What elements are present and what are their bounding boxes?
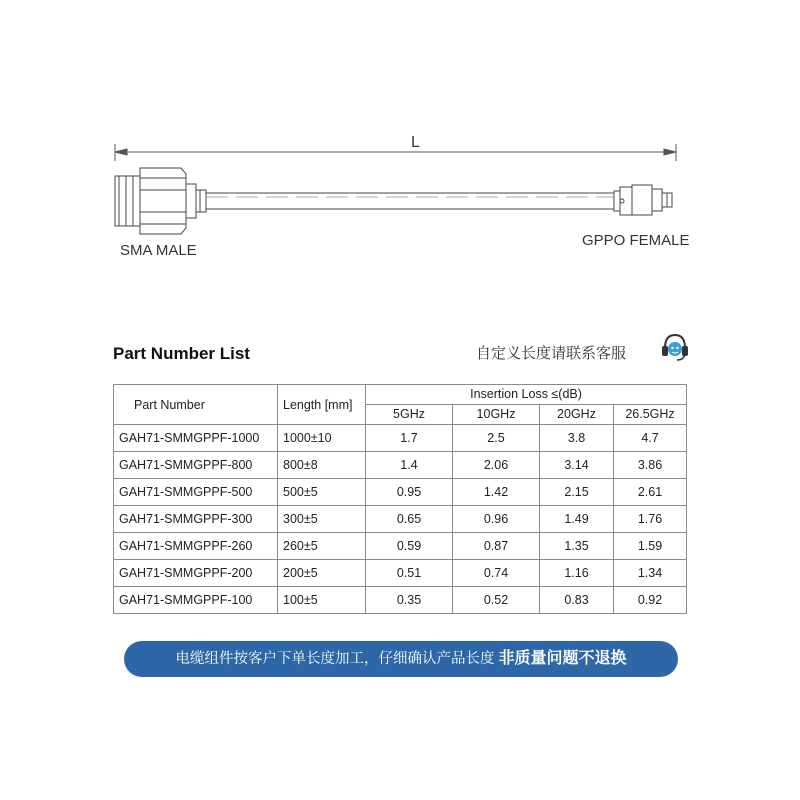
length-cell: 260±5 (278, 533, 366, 560)
header-freq: 26.5GHz (614, 405, 687, 425)
part-number-cell: GAH71-SMMGPPF-100 (114, 587, 278, 614)
header-length: Length [mm] (278, 385, 366, 425)
loss-cell: 2.61 (614, 479, 687, 506)
part-number-cell: GAH71-SMMGPPF-1000 (114, 425, 278, 452)
loss-cell: 1.59 (614, 533, 687, 560)
loss-cell: 1.49 (540, 506, 614, 533)
loss-cell: 0.59 (366, 533, 453, 560)
table-row (114, 587, 687, 614)
part-number-cell: GAH71-SMMGPPF-300 (114, 506, 278, 533)
notice-banner (124, 641, 678, 677)
table-row (114, 506, 687, 533)
table-row (114, 479, 687, 506)
loss-cell: 0.83 (540, 587, 614, 614)
loss-cell: 3.14 (540, 452, 614, 479)
loss-cell: 0.65 (366, 506, 453, 533)
notice-text: 电缆组件按客户下单长度加工，仔细确认产品长度 (175, 651, 499, 667)
header-freq: 5GHz (366, 405, 453, 425)
loss-cell: 1.7 (366, 425, 453, 452)
gppo-female-label: GPPO FEMALE (582, 232, 690, 249)
length-cell: 1000±10 (278, 425, 366, 452)
dimension-line (115, 144, 676, 161)
part-number-cell: GAH71-SMMGPPF-200 (114, 560, 278, 587)
length-cell: 100±5 (278, 587, 366, 614)
part-list-title: Part Number List (113, 344, 250, 363)
loss-cell: 2.06 (453, 452, 540, 479)
header-insertion-loss: Insertion Loss ≤(dB) (366, 385, 687, 405)
loss-cell: 0.95 (366, 479, 453, 506)
header-freq: 10GHz (453, 405, 540, 425)
loss-cell: 1.76 (614, 506, 687, 533)
table-row (114, 425, 687, 452)
loss-cell: 2.15 (540, 479, 614, 506)
loss-cell: 2.5 (453, 425, 540, 452)
length-cell: 800±8 (278, 452, 366, 479)
loss-cell: 0.74 (453, 560, 540, 587)
loss-cell: 1.35 (540, 533, 614, 560)
part-number-table (113, 384, 687, 614)
headset-icon[interactable] (660, 330, 690, 364)
custom-length-note: 自定义长度请联系客服 (476, 345, 627, 362)
loss-cell: 0.51 (366, 560, 453, 587)
length-cell: 500±5 (278, 479, 366, 506)
loss-cell: 0.52 (453, 587, 540, 614)
length-cell: 200±5 (278, 560, 366, 587)
loss-cell: 1.34 (614, 560, 687, 587)
loss-cell: 0.87 (453, 533, 540, 560)
loss-cell: 3.8 (540, 425, 614, 452)
dimension-label: L (411, 134, 420, 151)
loss-cell: 1.42 (453, 479, 540, 506)
loss-cell: 0.92 (614, 587, 687, 614)
sma-male-connector (115, 168, 206, 234)
header-freq: 20GHz (540, 405, 614, 425)
cable-body (206, 193, 614, 209)
table-row (114, 533, 687, 560)
loss-cell: 4.7 (614, 425, 687, 452)
loss-cell: 3.86 (614, 452, 687, 479)
part-number-cell: GAH71-SMMGPPF-800 (114, 452, 278, 479)
table-row (114, 560, 687, 587)
notice-bold-text: 非质量问题不退换 (498, 650, 627, 667)
loss-cell: 0.96 (453, 506, 540, 533)
header-part-number: Part Number (114, 385, 278, 425)
sma-male-label: SMA MALE (120, 242, 197, 259)
loss-cell: 0.35 (366, 587, 453, 614)
loss-cell: 1.4 (366, 452, 453, 479)
table-row (114, 452, 687, 479)
length-cell: 300±5 (278, 506, 366, 533)
gppo-female-connector (614, 185, 672, 215)
part-number-cell: GAH71-SMMGPPF-260 (114, 533, 278, 560)
part-number-cell: GAH71-SMMGPPF-500 (114, 479, 278, 506)
loss-cell: 1.16 (540, 560, 614, 587)
